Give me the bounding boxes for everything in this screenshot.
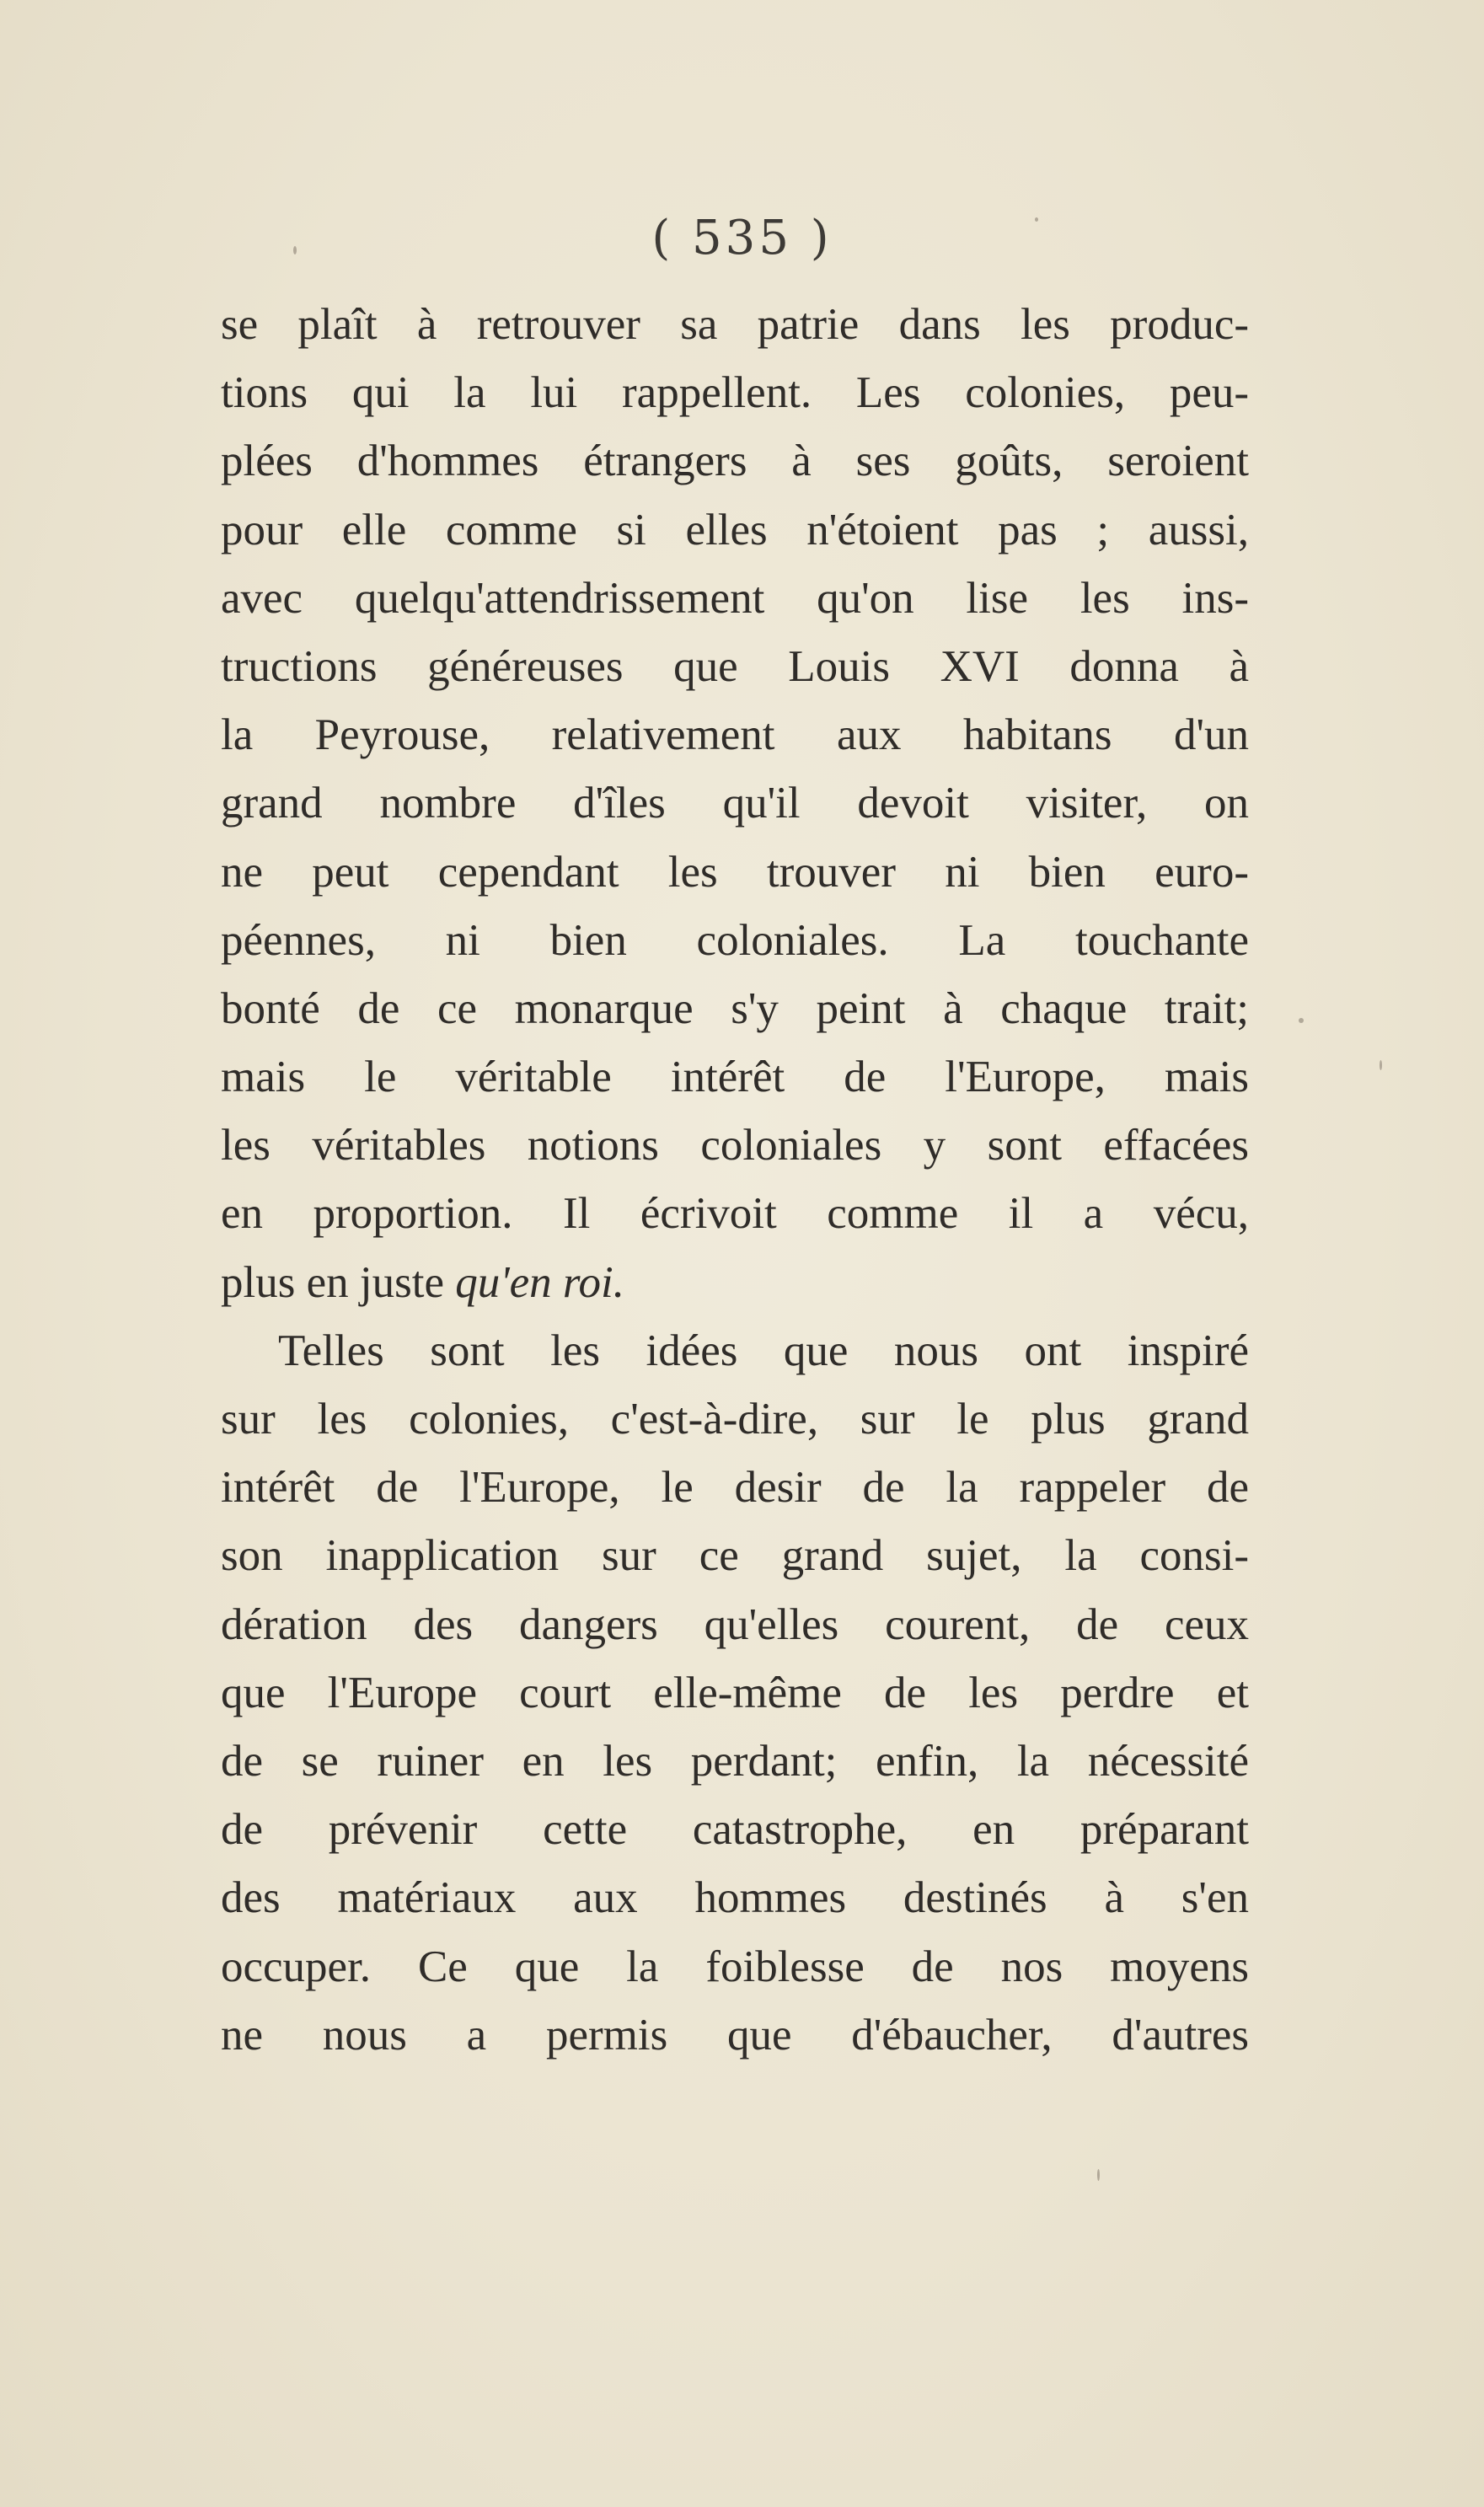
text-line: ne peut cependant les trouver ni bien euro- (221, 847, 1249, 897)
text-line: de se ruiner en les perdant; enfin, la nécessité (221, 1736, 1249, 1786)
text-line: de prévenir cette catastrophe, en préparant (221, 1805, 1249, 1855)
text-line: tions qui la lui rappellent. Les colonies, peu- (221, 368, 1249, 418)
text-line: dération des dangers qu'elles courent, de ceux (221, 1599, 1249, 1649)
text-line: plées d'hommes étrangers à ses goûts, seroient (221, 437, 1249, 486)
text-line: les véritables notions coloniales y sont effacées (221, 1121, 1249, 1170)
text-line: pour elle comme si elles n'étoient pas ; aussi, (221, 505, 1249, 554)
text-line: Telles sont les idées que nous ont inspiré (278, 1326, 1249, 1375)
paper-speck (1380, 1060, 1382, 1070)
paper-speck (1299, 1018, 1304, 1023)
paper-speck (1097, 2169, 1100, 2181)
final-line-plain: plus en juste (221, 1257, 456, 1307)
page-number: ( 535 ) (651, 211, 833, 265)
text-line: sur les colonies, c'est-à-dire, sur le plus grand (221, 1395, 1249, 1444)
text-line: que l'Europe court elle-même de les perdre et (221, 1668, 1249, 1717)
paragraph-2 (221, 1317, 1249, 2070)
text-line: des matériaux aux hommes destinés à s'en (221, 1873, 1249, 1923)
text-line: péennes, ni bien coloniales. La touchante (221, 915, 1249, 965)
text-line: tructions généreuses que Louis XVI donna à (221, 641, 1249, 691)
text-line: avec quelqu'attendrissement qu'on lise les ins- (221, 573, 1249, 623)
text-line: bonté de ce monarque s'y peint à chaque trait; (221, 983, 1249, 1033)
text-line: intérêt de l'Europe, le desir de la rappeler de (221, 1463, 1249, 1513)
text-line-final (221, 1249, 1249, 1317)
paper-speck (1035, 217, 1038, 222)
text-line: ne nous a permis que d'ébaucher, d'autres (221, 2010, 1249, 2060)
text-line: grand nombre d'îles qu'il devoit visiter, on (221, 779, 1249, 828)
text-line: mais le véritable intérêt de l'Europe, mais (221, 1053, 1249, 1102)
text-line: son inapplication sur ce grand sujet, la consi- (221, 1531, 1249, 1581)
text-line: en proportion. Il écrivoit comme il a vécu, (221, 1189, 1249, 1239)
final-line-italic: qu'en roi. (455, 1257, 624, 1307)
paragraph-1 (221, 291, 1249, 1317)
text-line: occuper. Ce que la foiblesse de nos moyens (221, 1942, 1249, 1991)
text-line: se plaît à retrouver sa patrie dans les produc- (221, 300, 1249, 349)
paper-speck (293, 246, 297, 254)
text-line: la Peyrouse, relativement aux habitans d'un (221, 710, 1249, 760)
body-text (221, 291, 1249, 2070)
